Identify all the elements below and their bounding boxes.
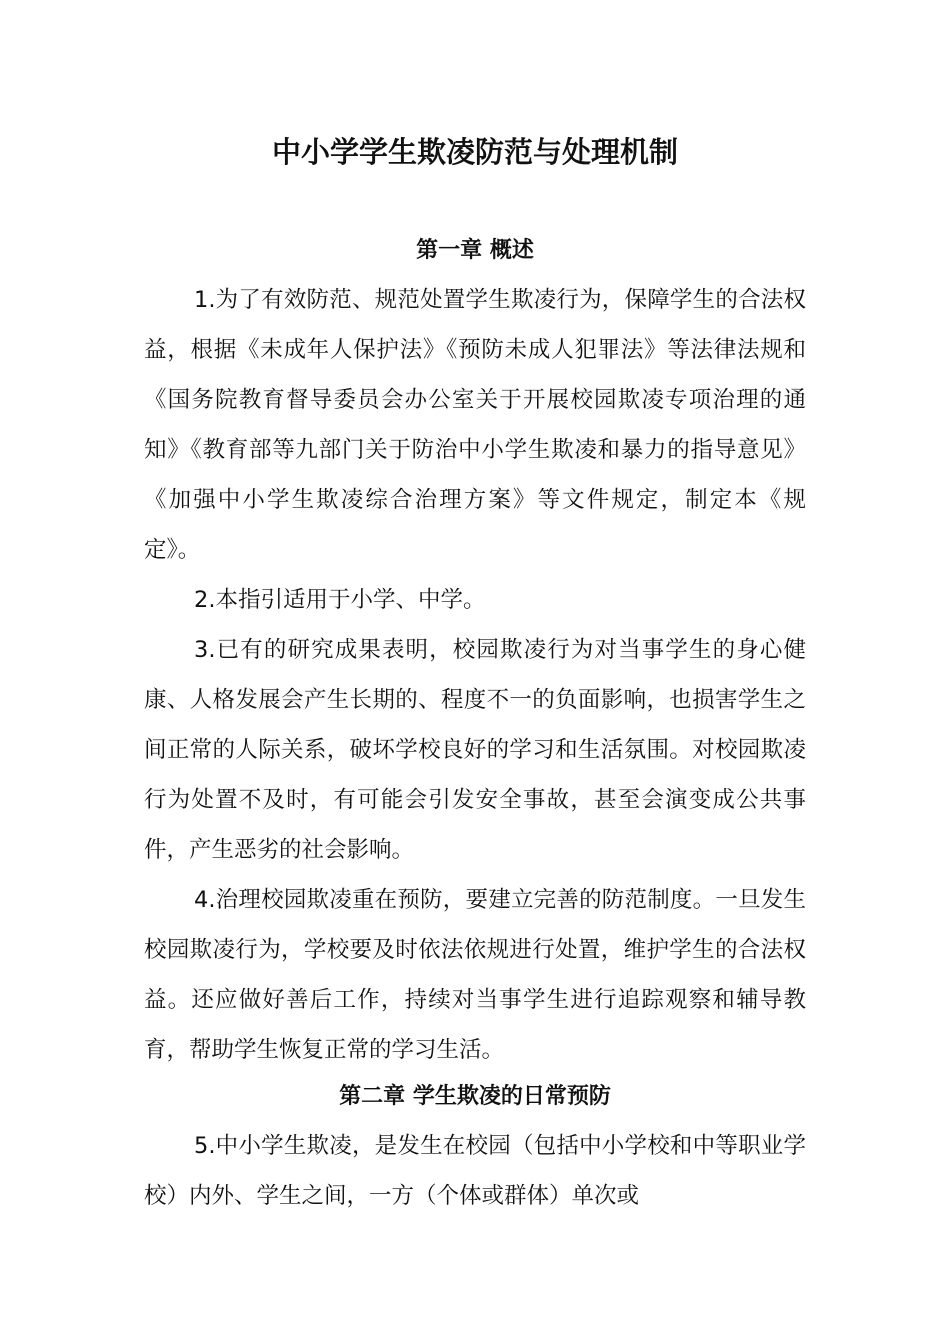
paragraph-5: 5.中小学生欺凌，是发生在校园（包括中小学校和中等职业学校）内外、学生之间，一方（个体或群体）单次或 xyxy=(144,1133,806,1209)
paragraph-1: 1.为了有效防范、规范处置学生欺凌行为，保障学生的合法权益，根据《未成年人保护法》《预防未成人犯罪法》等法律法规和《国务院教育督导委员会办公室关于开展校园欺凌专项治理的通知》《教育部等九部门关于防治中小学生欺凌和暴力的指导意见》《加强中小学生欺凌综合治理方案》等文件规定，制定本《规定》。 xyxy=(144,287,806,563)
chapter-heading-2: 第二章 学生欺凌的日常预防 xyxy=(339,1084,611,1109)
chapter-heading-1: 第一章 概述 xyxy=(416,238,534,263)
paragraph-2: 2.本指引适用于小学、中学。 xyxy=(194,587,486,613)
paragraph-3: 3.已有的研究成果表明，校园欺凌行为对当事学生的身心健康、人格发展会产生长期的、程度不一的负面影响，也损害学生之间正常的人际关系，破坏学校良好的学习和生活氛围。对校园欺凌行为处置不及时，有可能会引发安全事故，甚至会演变成公共事件，产生恶劣的社会影响。 xyxy=(144,637,806,863)
paragraph-4: 4.治理校园欺凌重在预防，要建立完善的防范制度。一旦发生校园欺凌行为，学校要及时依法依规进行处置，维护学生的合法权益。还应做好善后工作，持续对当事学生进行追踪观察和辅导教育，帮助学生恢复正常的学习生活。 xyxy=(144,887,806,1063)
document-title: 中小学学生欺凌防范与处理机制 xyxy=(271,135,678,169)
